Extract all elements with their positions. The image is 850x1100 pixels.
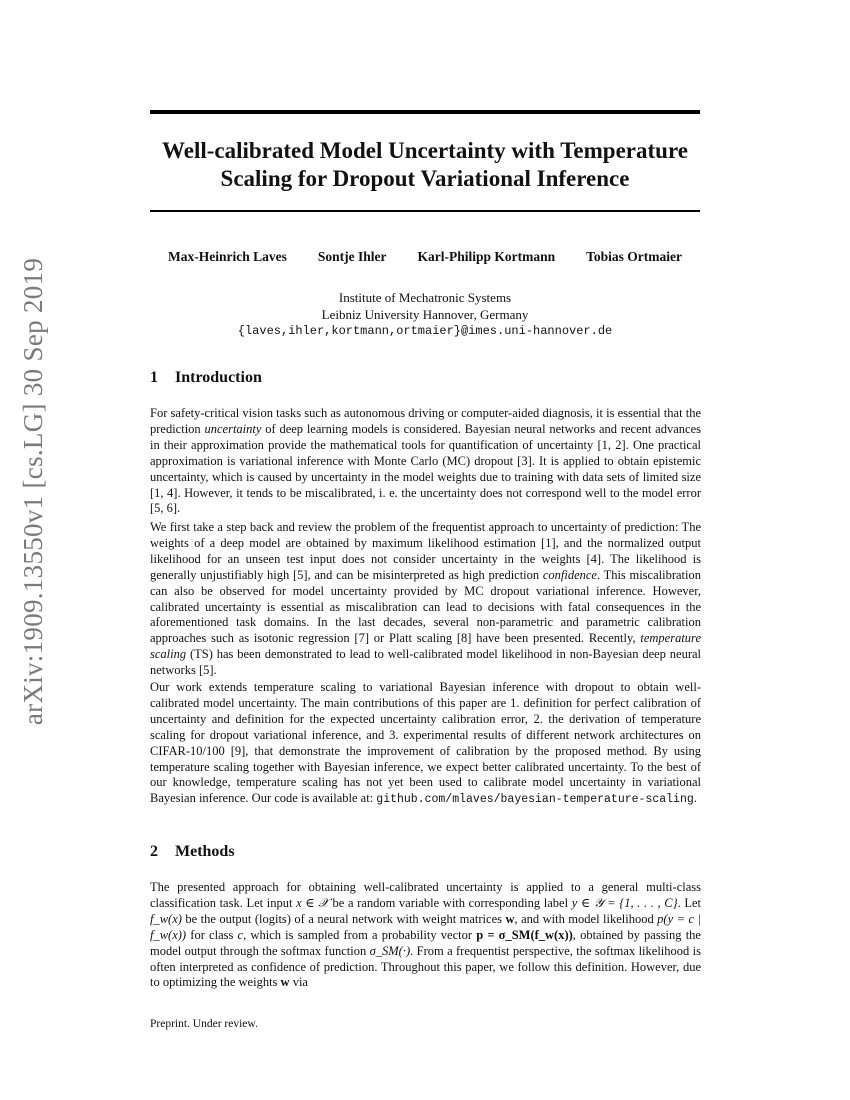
text-run: Our work extends temperature scaling to variational Bayesian inference with dropout to obtain well-calibrated model uncertainty. The main contributions of this paper are 1. definition for perfect calibration of uncertainty and definition for the expected uncertainty calibration error, 2. the derivation of temperature scaling for dropout variational inference, and 3. experimental results of different network architectures on CIFAR-10/100 [9], that demonstrate the improvement of calibration by the proposed method. By using temperature scaling together with Bayesian inference, we expect better calibrated uncertainty. To the best of our knowledge, temperature scaling has not yet been used to calibrate model uncertainty in variational Bayesian inference. Our code is available at: [150,680,701,806]
title-rule-bottom [150,210,700,212]
title-rule-top [150,110,700,114]
math-expression: f_w(x) [150,911,182,926]
intro-paragraph-3 [150,680,701,808]
text-run: of deep learning models is considered. Bayesian neural networks and recent advances in their approximation provide the mathematical tools for quantification of uncertainty [1, 2]. One practical approximation is variational inference with Monte Carlo (MC) dropout [3]. It is applied to obtain epistemic uncertainty, which is caused by uncertainty in the model weights due to training with data sets of limited size [1, 4]. However, it tends to be miscalibrated, i. e. the uncertainty does not correspond well to the model error [5, 6]. [150,421,701,516]
emphasis-text: uncertainty [204,421,262,436]
institute-name: Institute of Mechatronic Systems [338,290,512,305]
section-title: Introduction [175,369,262,386]
text-run: We first take a step back and review the problem of the frequentist approach to uncertainty of prediction: The weights of a deep model are obtained by maximum likelihood estimation [1], and the normalized output likelihood for an unseen test input does not consider uncertainty in the weights [4]. The likelihood is generally unjustifiably high [5], and can be misinterpreted as high prediction [150,520,701,582]
section-heading-introduction [150,369,700,387]
section-title: Methods [175,843,235,860]
code-repository-url: github.com/mlaves/bayesian-temperature-scaling [376,793,694,807]
text-run: . From a frequentist perspective, the softmax likelihood is often interpreted as confidence of prediction. Throughout this paper, we follow this definition. However, due to optimizing the weights [150,943,701,990]
preprint-footer: Preprint. Under review. [150,1018,258,1030]
text-run: The presented approach for obtaining well-calibrated uncertainty is applied to a general multi-class classification task. Let input [150,880,701,910]
math-expression: p(y = c | f_w(x)) [150,911,701,942]
text-run: , which is sampled from a probability vector [243,927,477,942]
math-expression: σ_SM(·) [369,943,411,958]
text-run: be the output (logits) of a neural network with weight matrices [181,911,506,926]
text-run: For safety-critical vision tasks such as autonomous driving or computer-aided diagnosis, it is essential that the prediction [150,406,701,436]
emphasis-text: temperature scaling [150,631,701,662]
university-name: Leibniz University Hannover, Germany [321,306,529,322]
text-run: , obtained by passing the model output through the softmax function [150,927,701,958]
emphasis-text: confidence [542,567,597,582]
methods-paragraph-1 [150,880,701,991]
arxiv-identifier-text: arXiv:1909.13550v1 [cs.LG] 30 Sep 2019 [18,257,49,725]
text-run: for class [186,927,238,942]
math-expression: w [505,911,515,926]
author-name: Karl-Philipp Kortmann [417,249,556,264]
text-run: , and with model likelihood [514,911,658,926]
paper-title-line-1: Well-calibrated Model Uncertainty with Temperature [162,138,688,163]
arxiv-identifier [14,257,54,725]
author-name: Max-Heinrich Laves [168,249,287,264]
text-run: . This miscalibration can also be observed for model uncertainty provided by MC dropout variational inference. However, calibrated uncertainty is essential as miscalibration can lead to decisions with fatal consequences in the aforementioned task domains. In the last decades, several non-parametric and parametric calibration approaches such as isotonic regression [7] or Platt scaling [8] have been presented. Recently, [150,567,701,646]
math-expression: y ∈ 𝒴 = {1, . . . , C} [571,895,678,910]
author-list [150,249,700,265]
text-run: . Let [677,895,702,910]
intro-paragraph-2 [150,520,701,679]
text-run: (TS) has been demonstrated to lead to well-calibrated model likelihood in non-Bayesian deep neural networks [5]. [150,647,701,678]
math-expression: x ∈ 𝒳 [296,895,329,910]
author-name: Sontje Ihler [317,249,387,264]
section-number: 2 [150,843,158,860]
paper-title-line-2: Scaling for Dropout Variational Inference [220,166,630,191]
math-expression: p = σ_SM(f_w(x)) [476,927,573,942]
text-run: . [693,791,697,806]
affiliation-block [150,290,700,340]
math-expression: c [237,927,244,942]
intro-paragraph-1 [150,406,701,517]
text-run: be a random variable with corresponding label [328,895,572,910]
section-heading-methods [150,843,700,861]
math-expression: w [280,975,290,990]
author-name: Tobias Ortmaier [586,249,682,264]
author-emails: {laves,ihler,kortmann,ortmaier}@imes.uni-hannover.de [237,324,613,338]
paper-title [150,137,700,193]
text-run: via [289,975,308,990]
section-number: 1 [150,369,158,386]
